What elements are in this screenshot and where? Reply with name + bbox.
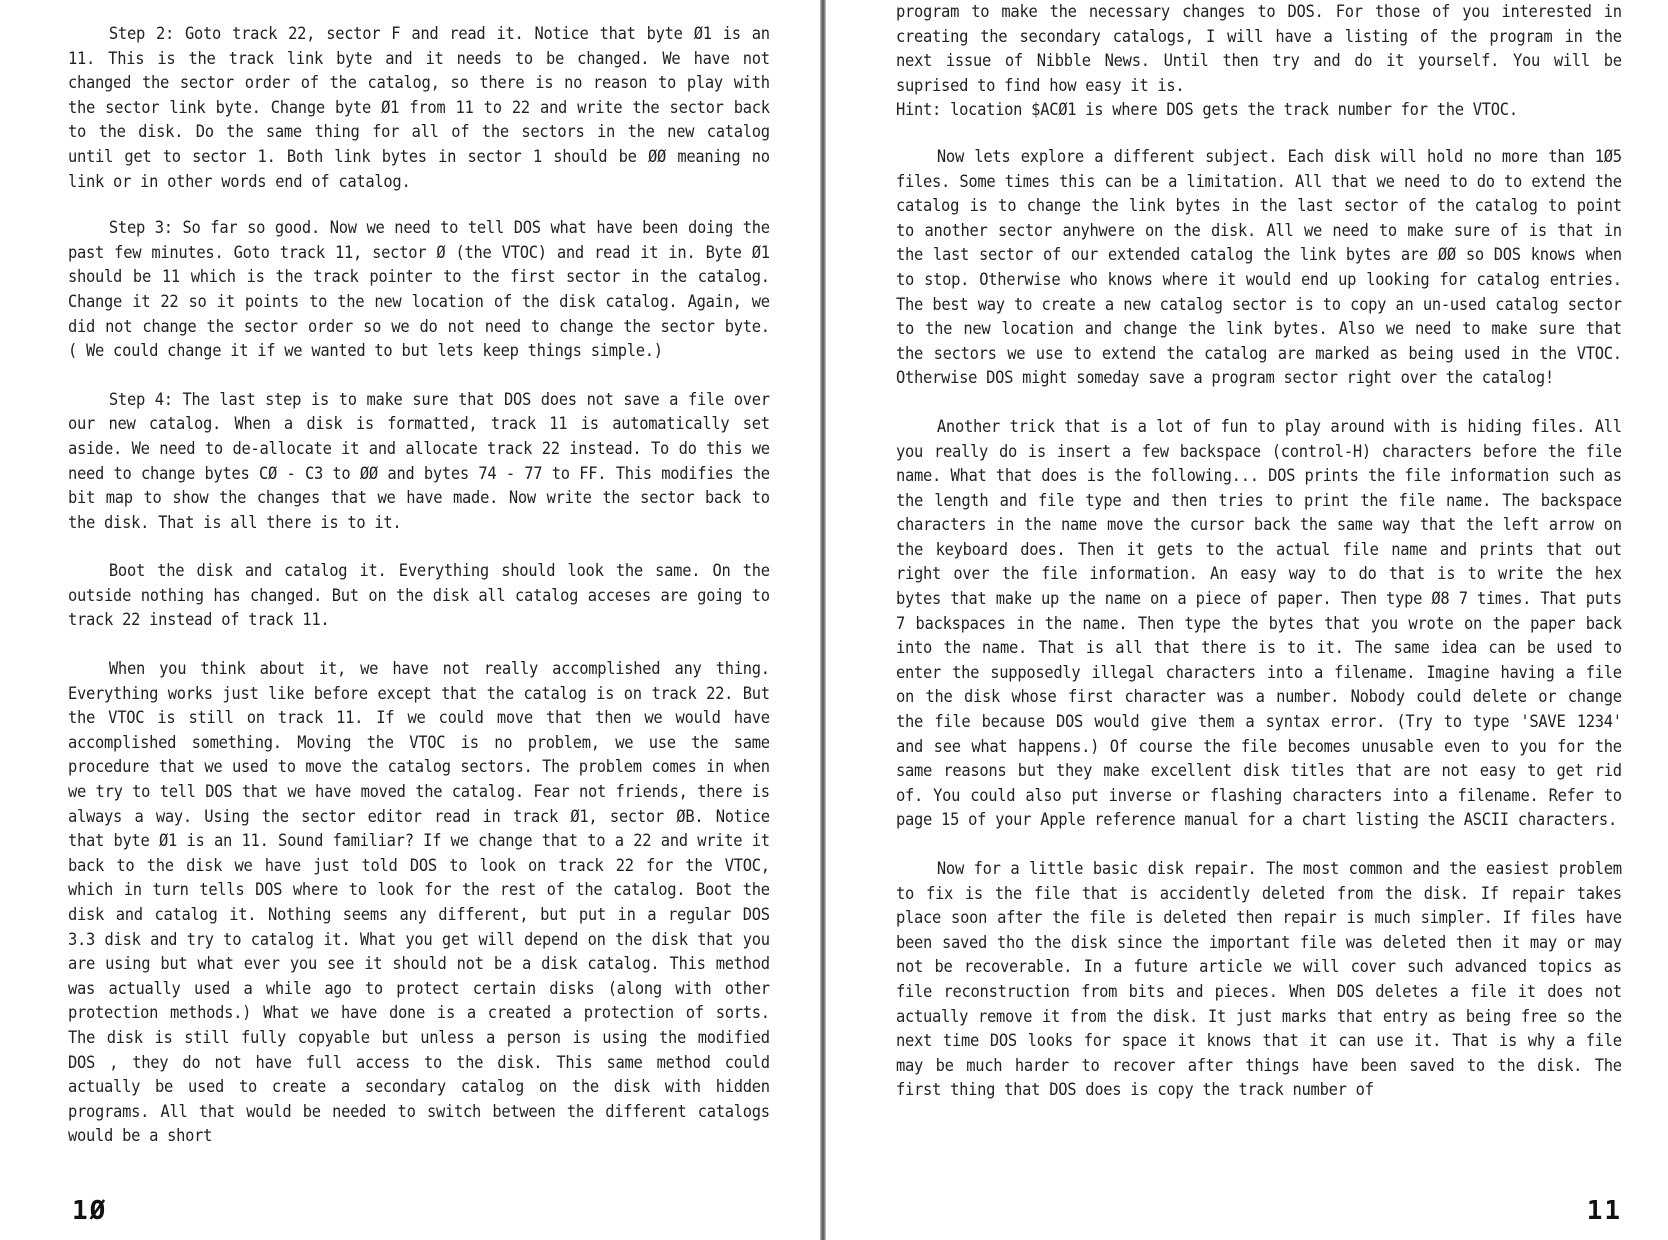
right-paragraph-disk-repair: Now for a little basic disk repair. The most common and the easiest problem to fix is the file that is accidently deleted from the disk. If repair takes place soon after the file is deleted then repair is much simpler. If files have been saved tho the disk since the important file was deleted then it may or may not be recoverable. In a future article we will cover such advanced topics as file reconstruction from bits and pieces. When DOS deletes a file it does not actually remove it from the disk. It just marks that entry as being free so the next time DOS looks for space it knows that it can use it. That is why a file may be much harder to recover after things have been saved to the disk. The first thing that DOS does is copy the track number of (896, 859, 1622, 1100)
book-spine (820, 0, 826, 1240)
left-paragraph-step-3: Step 3: So far so good. Now we need to tell DOS what have been doing the past few minutes. Goto track 11, sector Ø (the VTOC) and read it in. Byte Ø1 should be 11 which is the track pointer to the first sector in the catalog. Change it 22 so it points to the new location of the disk catalog. Again, we did not change the sector order so we do not need to change the sector byte. ( We could change it if we wanted to but lets keep things simple.) (68, 218, 770, 361)
page-number-right: 11 (1586, 1196, 1622, 1226)
page-number-left: 1Ø (72, 1196, 108, 1226)
right-paragraph-hiding-files: Another trick that is a lot of fun to play around with is hiding files. All you really do is insert a few backspace (control-H) characters before the file name. What that does is the following... DOS prints the file information such as the length and file type and then tries to print the file name. The backspace characters in the name move the cursor back the same way that the left arrow on the keyboard does. Then it gets to the actual file name and prints that out right over the file information. An easy way to do that is to write the hex bytes that make up the name on a piece of paper. Then type Ø8 7 times. That puts 7 backspaces in the name. Then type the bytes that you wrote on the paper back into the name. That is all that there is to it. The same idea can be used to enter the supposedly illegal characters into a filename. Imagine having a file on the disk whose first character was a number. Nobody could delete or change the file because DOS would give them a syntax error. (Try to type 'SAVE 1234' and see what happens.) Of course the file becomes unusable even to you for the same reasons but they make excellent disk titles that are not easy to get rid of. You could also put inverse or flashing characters into a filename. Refer to page 15 of your Apple reference manual for a chart listing the ASCII characters. (896, 416, 1622, 830)
left-paragraph-step-4: Step 4: The last step is to make sure that DOS does not save a file over our new catalog. When a disk is formatted, track 11 is automatically set aside. We need to de-allocate it and allocate track 22 instead. To do this we need to change bytes CØ - C3 to ØØ and bytes 74 - 77 to FF. This modifies the bit map to show the changes that we have made. Now write the sector back to the disk. That is all there is to it. (68, 389, 770, 532)
left-paragraph-step-2: Step 2: Goto track 22, sector F and read it. Notice that byte Ø1 is an 11. This is the track link byte and it needs to be changed. We have not changed the sector order of the catalog, so there is no reason to play with the sector link byte. Change byte Ø1 from 11 to 22 and write the sector back to the disk. Do the same thing for all of the sectors in the new catalog until get to sector 1. Both link bytes in sector 1 should be ØØ meaning no link or in other words end of catalog. (68, 24, 770, 191)
left-paragraph-boot: Boot the disk and catalog it. Everything should look the same. On the outside nothing has changed. But on the disk all catalog acceses are going to track 22 instead of track 11. (68, 561, 770, 630)
right-paragraph-continuation: program to make the necessary changes to DOS. For those of you interested in creating the secondary catalogs, I will have a listing of the program in the next issue of Nibble News. Until then try and do it yourself. You will be suprised to find how easy it is. Hint: location $ACØ1 is where DOS gets the track number for the VTOC. (896, 2, 1622, 120)
right-page (830, 0, 1668, 1240)
left-paragraph-vtoc: When you think about it, we have not really accomplished any thing. Everything works just like before except that the catalog is on track 22. But the VTOC is still on track 11. If we could move that then we would have accomplished something. Moving the VTOC is no problem, we use the same procedure that we used to move the catalog sectors. The problem comes in when we try to tell DOS that we have moved the catalog. Fear not friends, there is always a way. Using the sector editor read in track Ø1, sector ØB. Notice that byte Ø1 is an 11. Sound familiar? If we change that to a 22 and write it back to the disk we have just told DOS to look on track 22 for the VTOC, which in turn tells DOS where to look for the rest of the catalog. Boot the disk and catalog it. Nothing seems any different, but put in a regular DOS 3.3 disk and try to catalog it. What you get will depend on the disk that you are using but what ever you see it should not be a disk catalog. This method was actually used a while ago to protect certain disks (along with other protection methods.) What we have done is a created a protection of sorts. The disk is still fully copyable but unless a person is using the modified DOS , they do not have full access to the disk. This same method could actually be used to create a secondary catalog on the disk with hidden programs. All that would be needed to switch between the different catalogs would be a short (68, 659, 770, 1146)
left-page (0, 0, 822, 1240)
right-paragraph-extend-catalog: Now lets explore a different subject. Each disk will hold no more than 1Ø5 files. Some times this can be a limitation. All that we need to do to extend the catalog is to change the link bytes in the last sector of the catalog to point to another sector anyhwere on the disk. All we need to make sure of is that in the last sector of our extended catalog the link bytes are ØØ so DOS knows when to stop. Otherwise who knows where it would end up looking for catalog entries. The best way to create a new catalog sector is to copy an un-used catalog sector to the new location and change the link bytes. Also we need to make sure that the sectors we use to extend the catalog are marked as being used in the VTOC. Otherwise DOS might someday save a program sector right over the catalog! (896, 146, 1622, 388)
